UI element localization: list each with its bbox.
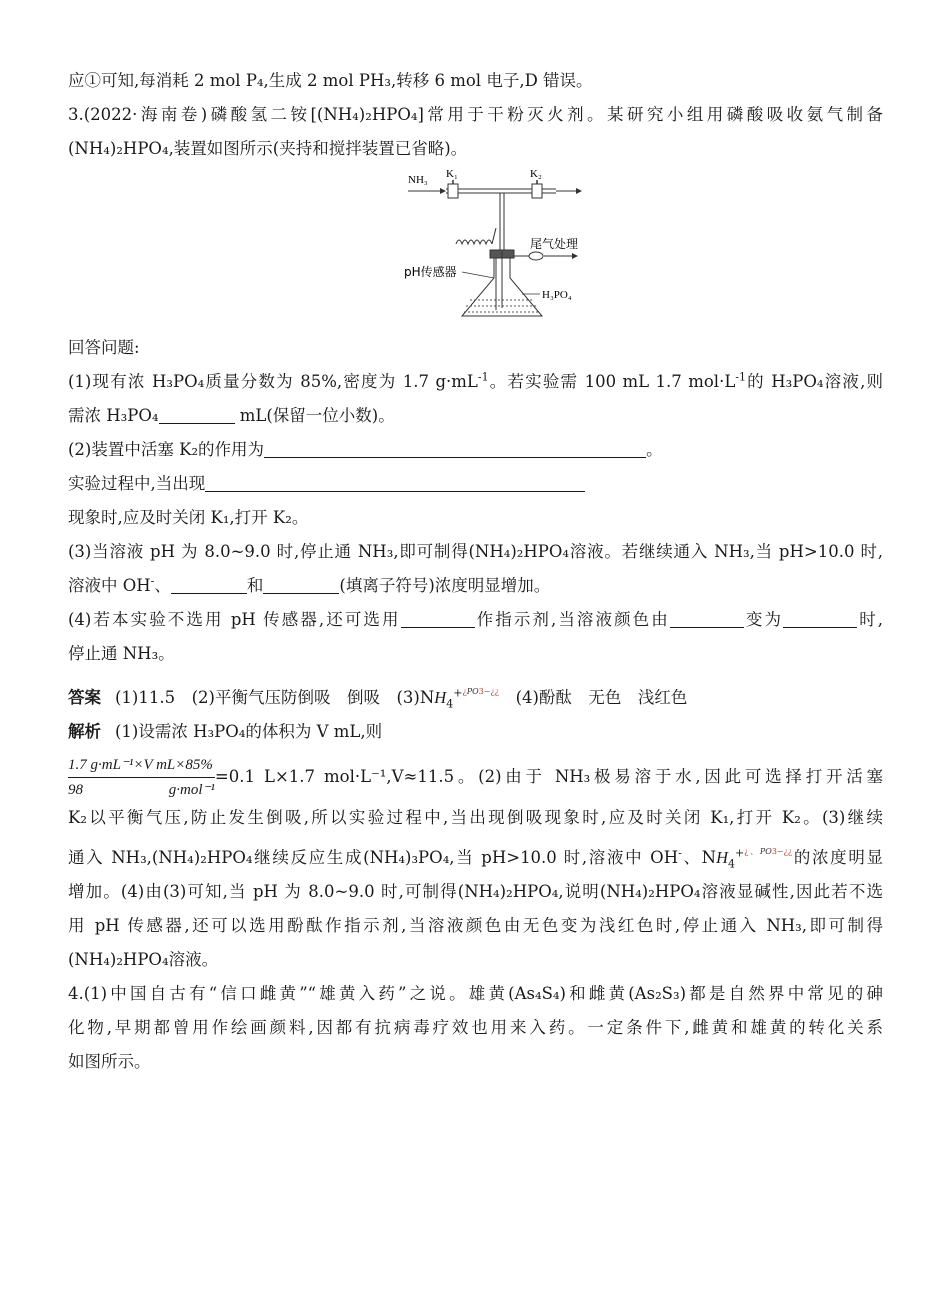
part2-line3: 现象时,应及时关闭 K₁,打开 K₂。 [68, 508, 309, 527]
label-ph-sensor: pH传感器 [404, 265, 457, 279]
analysis-formula-line: $\frac{\text{1.7 g·mL⁻¹×V mL×85\%}}{\text{98 g·mol⁻¹}}$ =0.1 L×1.7 mol·L⁻¹,V≈11.5。(2)由于 NH₃极易溶于水,因此可选择打开活塞 [68, 753, 883, 801]
part1-line1: (1)现有浓 H₃PO₄质量分数为 85%,密度为 1.7 $g\cdot mL^{-1}$。若实验需 100 mL 1.7 $mol\cdot L^{-1}$的 H₃PO₄溶液,则 [68, 370, 883, 391]
q4-line1: 4.(1)中国自古有“信口雌黄”“雄黄入药”之说。雄黄(As₄S₄)和雌黄(As₂S₃)都是自然界中常见的砷 [68, 984, 883, 1003]
part1-line2: 需浓 H₃PO₄ mL(保留一位小数)。 [68, 406, 395, 425]
answer-prompt: 回答问题: [68, 338, 140, 357]
apparatus-diagram [404, 166, 604, 326]
analysis-line1: 解析 (1)设需浓 H₃PO₄的体积为 V mL,则 [68, 722, 383, 741]
part4-line2: 停止通 NH₃。 [68, 644, 175, 663]
label-nh3: NH₃ [408, 174, 428, 186]
top-line: 应①可知,每消耗 2 mol P₄,生成 2 mol PH₃,转移 6 mol 电子,D 错误。 [68, 71, 593, 90]
part3-line1: (3)当溶液 pH 为 8.0~9.0 时,停止通 NH₃,即可制得(NH₄)₂HPO₄溶液。若继续通入 NH₃,当 pH>10.0 时, [68, 542, 883, 561]
q3-stem-line1: 3.(2022·海南卷)磷酸氢二铵[(NH₄)₂HPO₄]常用于干粉灭火剂。某研究小组用磷酸吸收氨气制备 [68, 105, 883, 124]
q4-line2: 化物,早期都曾用作绘画颜料,因都有抗病毒疗效也用来入药。一定条件下,雌黄和雄黄的转化关系 [68, 1018, 883, 1037]
answer-line: 答案 (1)11.5 (2)平衡气压防倒吸 倒吸 $(3)NH_4^{+¿PO3-¿¿}$ (4)酚酞 无色 浅红色 [68, 686, 688, 711]
blank-phenomenon[interactable] [205, 473, 585, 492]
analysis-line3: K₂以平衡气压,防止发生倒吸,所以实验过程中,当出现倒吸现象时,应及时关闭 K₁,打开 K₂。(3)继续 [68, 808, 883, 827]
document-page [68, 64, 883, 1079]
analysis-line6: 用 pH 传感器,还可以选用酚酞作指示剂,当溶液颜色由无色变为浅红色时,停止通入 NH₃,即可制得 [68, 916, 883, 935]
label-k2: K₂ [530, 168, 542, 180]
part2-line1: (2)装置中活塞 K₂的作用为 。 [68, 440, 663, 459]
q3-stem-line2: (NH₄)₂HPO₄,装置如图所示(夹持和搅拌装置已省略)。 [68, 139, 468, 158]
blank-color-to[interactable] [783, 609, 857, 628]
part2-line2: 实验过程中,当出现 [68, 467, 883, 501]
label-k1: K₁ [446, 168, 458, 180]
blank-volume[interactable] [159, 405, 235, 424]
analysis-line7: (NH₄)₂HPO₄溶液。 [68, 950, 219, 969]
blank-k2-function[interactable] [264, 439, 646, 458]
blank-ion-1[interactable] [171, 575, 247, 594]
q4-line3: 如图所示。 [68, 1052, 151, 1071]
blank-ion-2[interactable] [263, 575, 339, 594]
apparatus-figure [68, 166, 883, 331]
label-h3po4: H₃PO₄ [542, 289, 572, 301]
fraction: $\frac{\text{1.7 g·mL⁻¹×V mL×85\%}}{\text{98 g·mol⁻¹}}$ [68, 754, 215, 802]
analysis-line4: 通入 NH₃,(NH₄)₂HPO₄继续反应生成(NH₄)₃PO₄,当 pH>10.0 时,溶液中 OH-、$NH_4^{+¿、PO3-¿¿}$的浓度明显 [68, 846, 884, 871]
blank-color-from[interactable] [670, 609, 744, 628]
part4-line1: (4)若本实验不选用 pH 传感器,还可选用 作指示剂,当溶液颜色由 变为 时, [68, 610, 884, 629]
part3-line2: 溶液中 OH-、 和 (填离子符号)浓度明显增加。 [68, 574, 551, 595]
blank-indicator[interactable] [401, 609, 475, 628]
analysis-line5: 增加。(4)由(3)可知,当 pH 为 8.0~9.0 时,可制得(NH₄)₂HPO₄,说明(NH₄)₂HPO₄溶液显碱性,因此若不选 [68, 882, 883, 901]
answer-label: 答案 [68, 688, 101, 707]
analysis-label: 解析 [68, 722, 101, 741]
label-tail-gas: 尾气处理 [530, 237, 579, 251]
